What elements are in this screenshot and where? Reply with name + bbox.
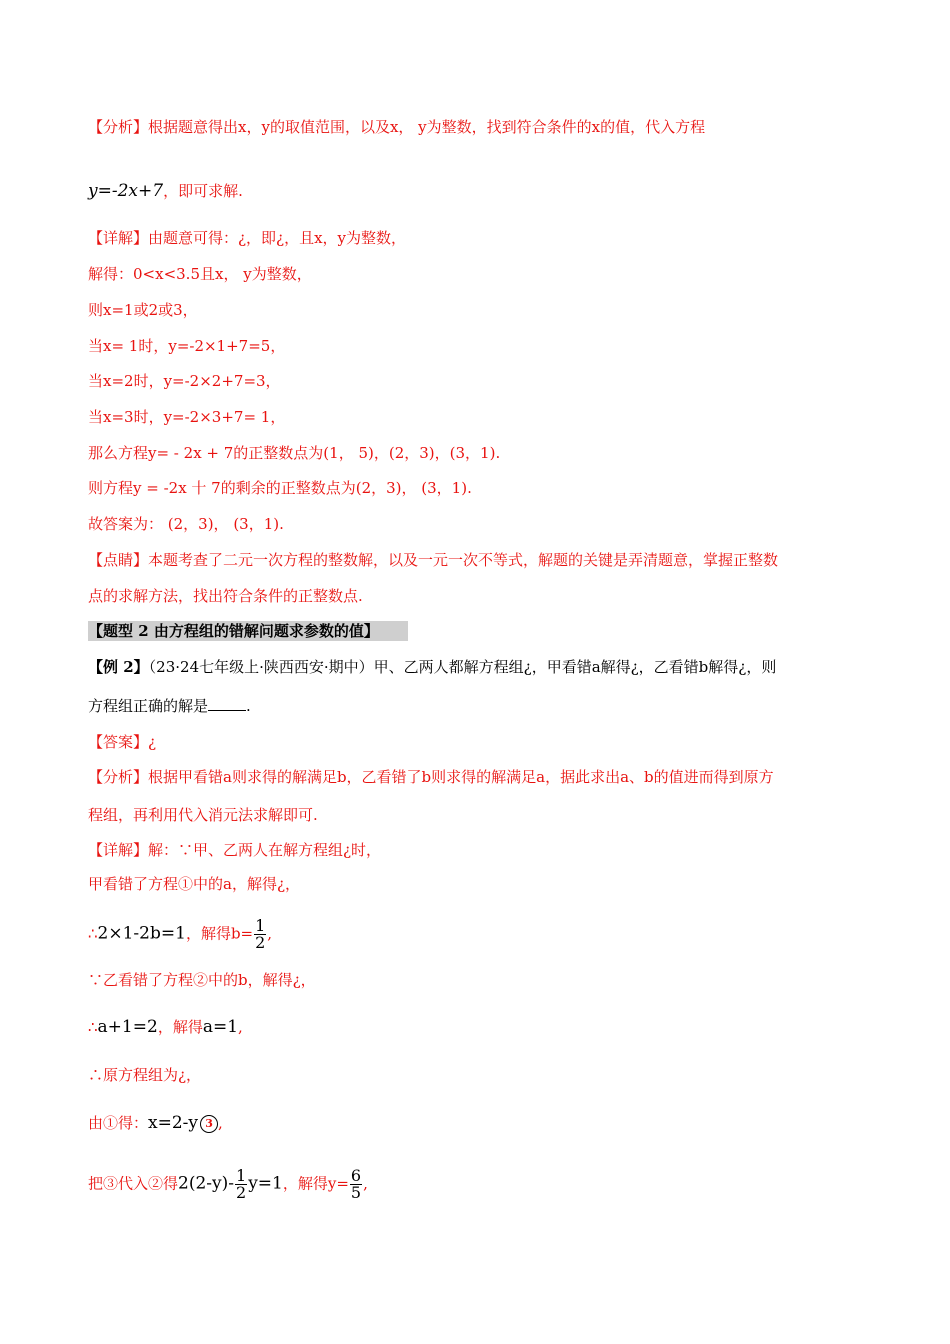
analysis-line-2: y=-2x+7，即可求解. <box>88 181 243 201</box>
analysis-tag: 【分析】 <box>88 118 149 136</box>
answer-tag-line: 【答案】¿ <box>88 733 157 751</box>
analysis2-tag: 【分析】 <box>88 768 149 786</box>
detail-line-5: 当x=2时，y=-2×2+7=3， <box>88 372 281 390</box>
detail-tag: 【详解】 <box>88 229 149 247</box>
detail-line-7: 那么方程y= - 2x + 7的正整数点为(1， 5)，(2，3)，(3，1). <box>88 444 501 462</box>
equation-substituted: 2(2-y)- <box>178 1173 235 1194</box>
analysis2-line-2: 程组，再利用代入消元法求解即可. <box>88 806 318 824</box>
detail-line-8: 则方程y = -2x 十 7的剩余的正整数点为(2，3)， (3，1). <box>88 479 472 497</box>
fraction-six-fifths: $\frac{6}{5}$ <box>350 1166 362 1202</box>
detail-line-4: 当x= 1时，y=-2×1+7=5， <box>88 337 286 355</box>
detail2-line-3: ∴2×1-2b=1，解得b= $\frac{1}{2}$ , <box>88 916 273 952</box>
detail2-line-1: 【详解】解：∵甲、乙两人在解方程组¿时， <box>88 841 382 859</box>
equation-y: y=-2x+7 <box>88 181 164 201</box>
equation-a: a+1=2 <box>97 1017 158 1037</box>
analysis2-line-1: 【分析】根据甲看错a则求得的解满足b，乙看错了b则求得的解满足a，据此求出a、b的值进而得到原方 <box>88 768 774 786</box>
example-line-1: 【例 2】（23·24七年级上·陕西西安·期中）甲、乙两人都解方程组¿，甲看错a解得¿，乙看错b解得¿，则 <box>88 658 777 676</box>
example-line-2: 方程组正确的解是 . <box>88 697 251 715</box>
example-tag: 【例 2】 <box>88 658 149 676</box>
detail2-line-8: 把③代入②得2(2-y)- $\frac{1}{2}$ y=1，解得y= $\frac{6}{5}$ , <box>88 1166 368 1202</box>
answer-line: 故答案为： (2，3)， (3，1). <box>88 515 284 533</box>
answer-blank <box>208 696 246 711</box>
comment-line-1: 【点睛】本题考查了二元一次方程的整数解，以及一元一次不等式，解题的关键是弄清题意，掌握正整数 <box>88 551 779 569</box>
answer-tag: 【答案】 <box>88 733 149 751</box>
detail2-line-4: ∵乙看错了方程②中的b，解得¿， <box>88 971 316 989</box>
detail-line-6: 当x=3时，y=-2×3+7= 1， <box>88 408 286 426</box>
section-heading: 【题型 2 由方程组的错解问题求参数的值】 <box>88 622 379 640</box>
comment-tag: 【点睛】 <box>88 551 149 569</box>
detail-line-2: 解得：0<x<3.5且x， y为整数， <box>88 265 312 283</box>
fraction-half-2: $\frac{1}{2}$ <box>236 1166 247 1202</box>
circled-number-3: 3 <box>200 1115 218 1133</box>
detail2-line-5: ∴a+1=2，解得a=1, <box>88 1017 243 1037</box>
detail2-tag: 【详解】 <box>88 841 149 859</box>
detail-line-3: 则x=1或2或3， <box>88 301 198 319</box>
equation-x: x=2-y <box>148 1113 199 1133</box>
fraction-half: $\frac{1}{2}$ <box>255 916 266 952</box>
detail2-line-2: 甲看错了方程①中的a，解得¿， <box>88 875 300 893</box>
analysis-line-1: 【分析】根据题意得出x，y的取值范围，以及x， y为整数，找到符合条件的x的值，代入方程 <box>88 118 706 136</box>
equation-b: 2×1-2b=1 <box>97 923 186 944</box>
detail2-line-7: 由①得：x=2-y 3 , <box>88 1113 223 1133</box>
equation-a-value: a=1 <box>202 1017 239 1037</box>
detail-line-1: 【详解】由题意可得：¿，即¿，且x，y为整数， <box>88 229 407 247</box>
comment-line-2: 点的求解方法，找出符合条件的正整数点. <box>88 587 363 605</box>
detail2-line-6: ∴原方程组为¿， <box>88 1066 202 1084</box>
